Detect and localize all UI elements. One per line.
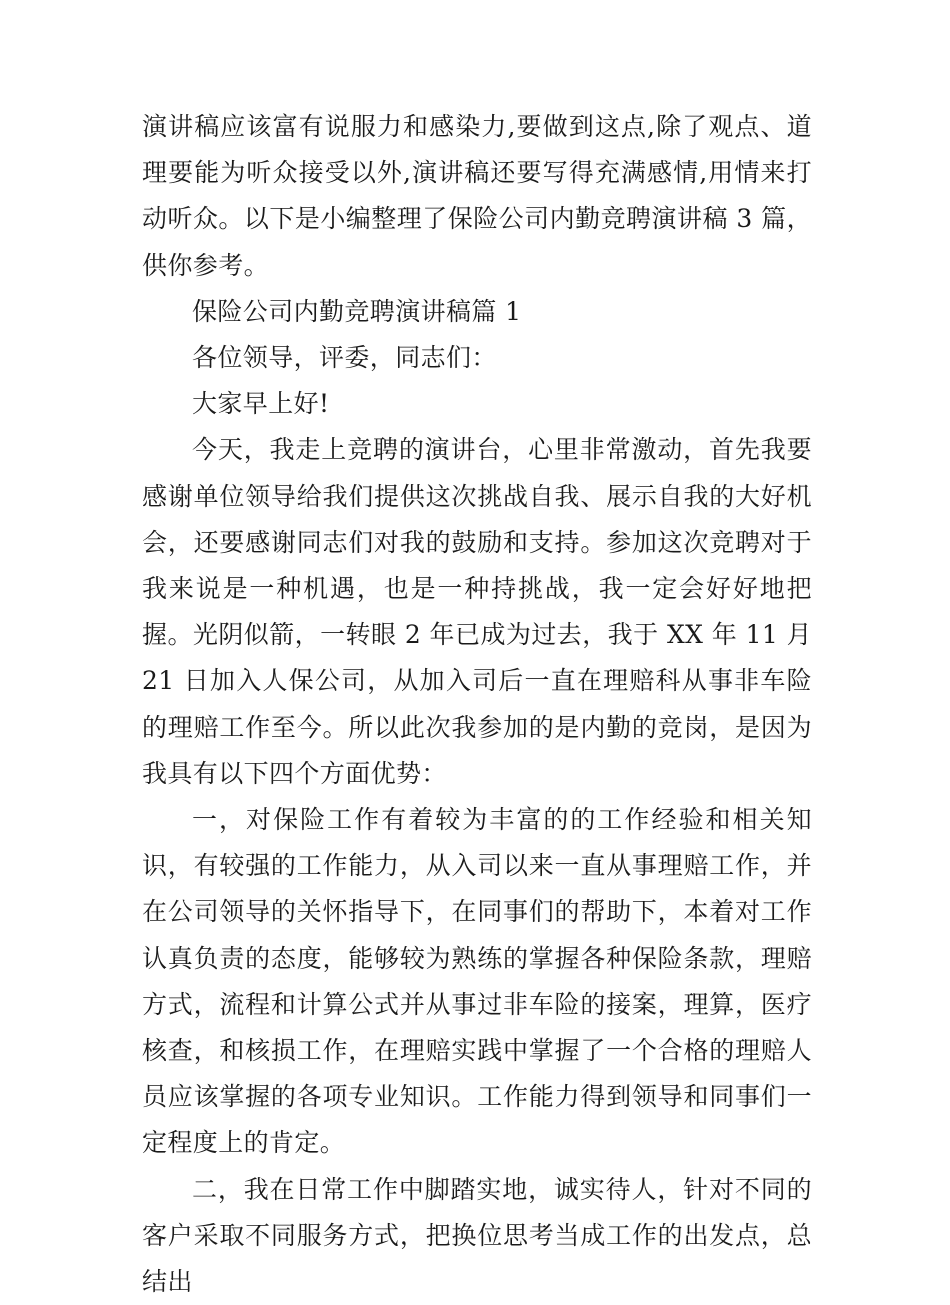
greeting: 大家早上好! bbox=[192, 389, 330, 419]
intro-paragraph: 演讲稿应该富有说服力和感染力,要做到这点,除了观点、道理要能为听众接受以外,演讲稿还要写得充满感情,用情来打动听众。以下是小编整理了保险公司内勤竞聘演讲稿 3 篇，供你参考。 bbox=[142, 112, 812, 280]
document-body bbox=[142, 104, 812, 1305]
body-paragraph-1: 今天，我走上竞聘的演讲台，心里非常激动，首先我要感谢单位领导给我们提供这次挑战自我、展示自我的大好机会，还要感谢同志们对我的鼓励和支持。参加这次竞聘对于我来说是一种机遇，也是一种持挑战，我一定会好好地把握。光阴似箭，一转眼 2 年已成为过去，我于 XX 年 11 月 21 日加入人保公司，从加入司后一直在理赔科从事非车险的理赔工作至今。所以此次我参加的是内勤的竞岗，是因为我具有以下四个方面优势： bbox=[142, 435, 812, 788]
salutation: 各位领导，评委，同志们： bbox=[192, 343, 497, 373]
section-heading: 保险公司内勤竞聘演讲稿篇 1 bbox=[192, 296, 522, 326]
body-paragraph-2: 一，对保险工作有着较为丰富的的工作经验和相关知识，有较强的工作能力，从入司以来一直从事理赔工作，并在公司领导的关怀指导下，在同事们的帮助下，本着对工作认真负责的态度，能够较为熟练的掌握各种保险条款，理赔方式，流程和计算公式并从事过非车险的接案，理算，医疗核查，和核损工作，在理赔实践中掌握了一个合格的理赔人员应该掌握的各项专业知识。工作能力得到领导和同事们一定程度上的肯定。 bbox=[142, 805, 812, 1158]
body-paragraph-3: 二，我在日常工作中脚踏实地，诚实待人，针对不同的客户采取不同服务方式，把换位思考当成工作的出发点，总结出 bbox=[142, 1174, 812, 1297]
